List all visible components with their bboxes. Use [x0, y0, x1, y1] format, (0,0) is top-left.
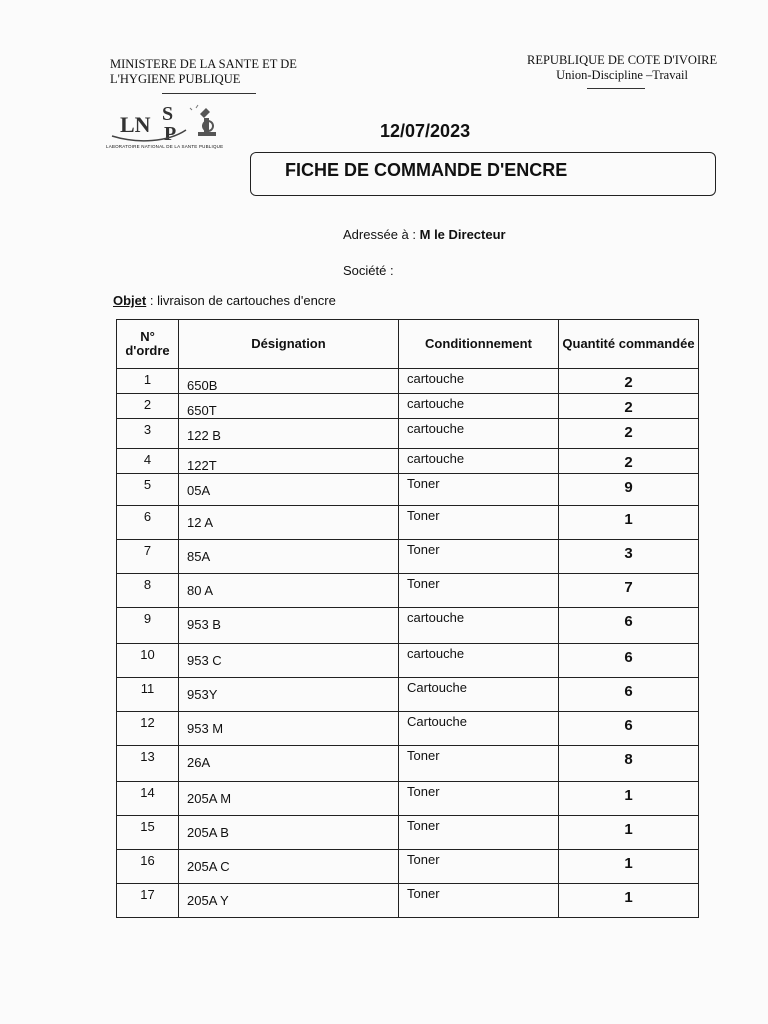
packaging-cell: cartouche	[399, 449, 559, 474]
table-body	[117, 369, 699, 918]
table-row	[117, 574, 699, 608]
order-number-cell: 11	[117, 678, 179, 712]
order-number-cell: 8	[117, 574, 179, 608]
designation-cell: 05A	[179, 474, 399, 506]
packaging-cell: Toner	[399, 474, 559, 506]
quantity-cell: 2	[559, 419, 699, 449]
order-number-cell: 5	[117, 474, 179, 506]
table-row	[117, 644, 699, 678]
designation-cell: 26A	[179, 746, 399, 782]
subject-line	[113, 293, 336, 308]
packaging-cell: cartouche	[399, 369, 559, 394]
company-label: Société :	[343, 263, 394, 278]
table-row	[117, 419, 699, 449]
quantity-cell: 1	[559, 816, 699, 850]
header-packaging: Conditionnement	[399, 320, 559, 369]
quantity-cell: 9	[559, 474, 699, 506]
ministry-underline	[162, 93, 256, 94]
table-row	[117, 394, 699, 419]
order-number-cell: 3	[117, 419, 179, 449]
packaging-cell: Toner	[399, 506, 559, 540]
order-table	[116, 319, 699, 918]
order-number-cell: 17	[117, 884, 179, 918]
packaging-cell: Toner	[399, 816, 559, 850]
table-row	[117, 746, 699, 782]
table-row	[117, 816, 699, 850]
designation-cell: 205A M	[179, 782, 399, 816]
packaging-cell: cartouche	[399, 394, 559, 419]
order-number-cell: 16	[117, 850, 179, 884]
order-number-cell: 7	[117, 540, 179, 574]
addressee-value: M le Directeur	[419, 227, 506, 242]
packaging-cell: cartouche	[399, 644, 559, 678]
header-quantity: Quantité commandée	[559, 320, 699, 369]
packaging-cell: cartouche	[399, 419, 559, 449]
designation-cell: 85A	[179, 540, 399, 574]
designation-cell: 122 B	[179, 419, 399, 449]
designation-cell: 650T	[179, 394, 399, 419]
quantity-cell: 1	[559, 850, 699, 884]
order-number-cell: 12	[117, 712, 179, 746]
order-number-cell: 14	[117, 782, 179, 816]
quantity-cell: 7	[559, 574, 699, 608]
designation-cell: 80 A	[179, 574, 399, 608]
order-number-cell: 6	[117, 506, 179, 540]
order-number-cell: 4	[117, 449, 179, 474]
designation-cell: 12 A	[179, 506, 399, 540]
republic-header	[527, 53, 717, 89]
ministry-line-1: MINISTERE DE LA SANTE ET DE	[110, 57, 297, 71]
republic-motto: Union-Discipline –Travail	[556, 68, 688, 82]
order-number-cell: 10	[117, 644, 179, 678]
header-designation: Désignation	[179, 320, 399, 369]
quantity-cell: 2	[559, 449, 699, 474]
order-number-cell: 2	[117, 394, 179, 419]
packaging-cell: Toner	[399, 746, 559, 782]
logo-caption: LABORATOIRE NATIONAL DE LA SANTE PUBLIQUE	[106, 144, 224, 149]
table-row	[117, 506, 699, 540]
quantity-cell: 1	[559, 782, 699, 816]
quantity-cell: 2	[559, 369, 699, 394]
packaging-cell: Cartouche	[399, 712, 559, 746]
document-title: FICHE DE COMMANDE D'ENCRE	[285, 160, 568, 180]
order-number-cell: 9	[117, 608, 179, 644]
designation-cell: 953Y	[179, 678, 399, 712]
packaging-cell: Cartouche	[399, 678, 559, 712]
quantity-cell: 6	[559, 644, 699, 678]
table-row	[117, 608, 699, 644]
order-number-cell: 15	[117, 816, 179, 850]
designation-cell: 953 M	[179, 712, 399, 746]
subject-label: Objet	[113, 293, 147, 308]
header-order-number: N° d'ordre	[117, 320, 179, 369]
addressee-label: Adressée à :	[343, 227, 416, 242]
subject-value: : livraison de cartouches d'encre	[146, 293, 336, 308]
designation-cell: 122T	[179, 449, 399, 474]
quantity-cell: 3	[559, 540, 699, 574]
table-row	[117, 540, 699, 574]
packaging-cell: Toner	[399, 850, 559, 884]
quantity-cell: 6	[559, 712, 699, 746]
svg-text:S: S	[162, 103, 174, 125]
designation-cell: 953 B	[179, 608, 399, 644]
table-header-row	[117, 320, 699, 369]
republic-underline	[587, 88, 645, 89]
designation-cell: 205A B	[179, 816, 399, 850]
table-row	[117, 474, 699, 506]
order-number-cell: 13	[117, 746, 179, 782]
designation-cell: 650B	[179, 369, 399, 394]
packaging-cell: Toner	[399, 574, 559, 608]
quantity-cell: 6	[559, 608, 699, 644]
table-row	[117, 369, 699, 394]
ministry-line-2: L'HYGIENE PUBLIQUE	[110, 72, 241, 86]
order-number-cell: 1	[117, 369, 179, 394]
designation-cell: 205A C	[179, 850, 399, 884]
republic-line-1: REPUBLIQUE DE COTE D'IVOIRE	[527, 53, 718, 67]
svg-text:P: P	[164, 123, 177, 145]
svg-text:LN: LN	[120, 112, 151, 137]
quantity-cell: 8	[559, 746, 699, 782]
table-row	[117, 884, 699, 918]
packaging-cell: Toner	[399, 540, 559, 574]
table-row	[117, 712, 699, 746]
table-row	[117, 449, 699, 474]
packaging-cell: Toner	[399, 782, 559, 816]
packaging-cell: cartouche	[399, 608, 559, 644]
addressee-line	[343, 227, 506, 242]
table-row	[117, 850, 699, 884]
quantity-cell: 1	[559, 506, 699, 540]
quantity-cell: 6	[559, 678, 699, 712]
table-row	[117, 782, 699, 816]
quantity-cell: 2	[559, 394, 699, 419]
title-box	[250, 152, 716, 196]
designation-cell: 205A Y	[179, 884, 399, 918]
table-row	[117, 678, 699, 712]
company-line	[343, 263, 394, 278]
designation-cell: 953 C	[179, 644, 399, 678]
quantity-cell: 1	[559, 884, 699, 918]
ministry-header	[110, 57, 297, 94]
document-date: 12/07/2023	[380, 121, 471, 141]
packaging-cell: Toner	[399, 884, 559, 918]
